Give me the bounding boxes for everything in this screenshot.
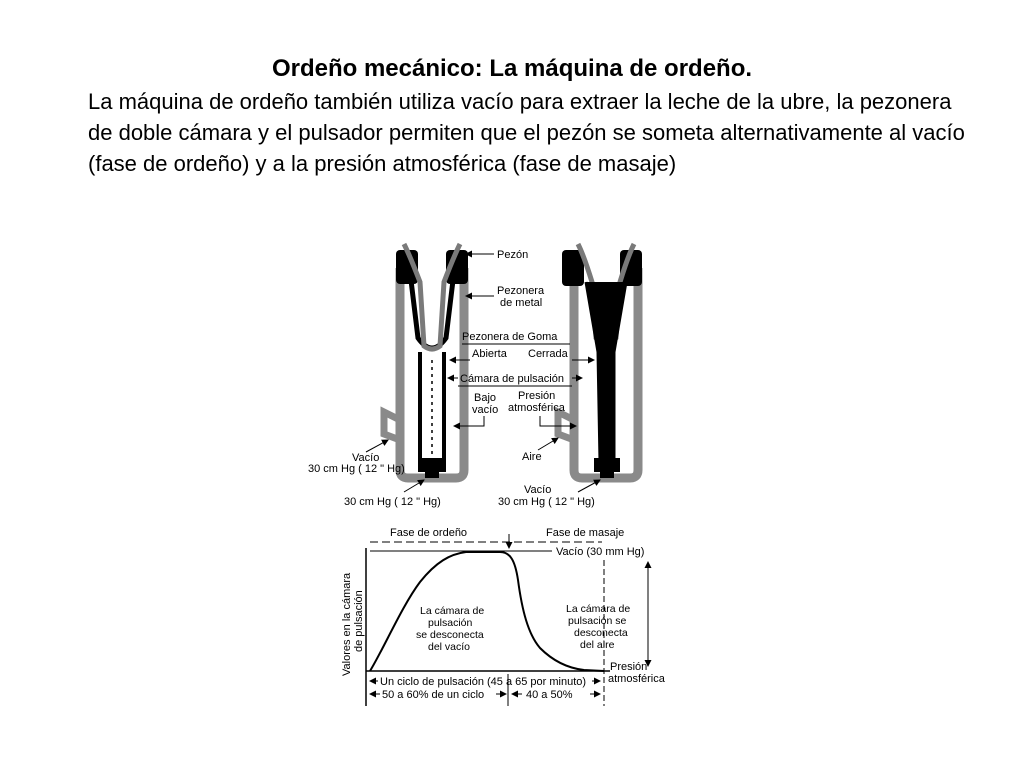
- graph-pct-left: 50 a 60% de un ciclo: [382, 689, 485, 701]
- label-pezonera-goma: Pezonera de Goma: [462, 331, 558, 343]
- label-presion: Presión: [518, 390, 556, 402]
- label-abierta: Abierta: [472, 348, 507, 360]
- graph-ciclo: Un ciclo de pulsación (45 a 65 por minuto): [380, 676, 587, 688]
- slide-body-text: La máquina de ordeño también utiliza vacío para extraer la leche de la ubre, la pezonera de doble cámara y el pulsador permiten que el pezón se someta alternativamente al vacío (fase de ordeño) y a la presión atmosférica (fase de masaje): [88, 89, 965, 176]
- graph-text-left-4: del vacío: [428, 641, 471, 653]
- graph-presion: Presión: [610, 661, 648, 673]
- graph-pct-right: 40 a 50%: [526, 689, 573, 701]
- right-liner-collapsed: [586, 282, 626, 462]
- graph-text-right-3: desconecta: [574, 627, 628, 639]
- graph-fase-masaje: Fase de masaje: [546, 527, 625, 539]
- graph-ylabel-2: de pulsación: [353, 590, 365, 652]
- graph-fase-ordeno: Fase de ordeño: [390, 527, 468, 539]
- label-pezonera-metal-2: de metal: [500, 297, 543, 309]
- label-bajo: Bajo: [474, 392, 497, 404]
- label-vacio: vacío: [472, 404, 499, 416]
- graph-vacio-30: Vacío (30 mm Hg): [556, 546, 645, 558]
- right-tube-foot: [594, 458, 620, 472]
- left-liner: [410, 272, 454, 348]
- label-pezon: Pezón: [497, 249, 529, 261]
- graph-ylabel-1: Valores en la cámara: [341, 572, 353, 676]
- label-pezonera-metal-1: Pezonera: [497, 285, 545, 297]
- graph-text-right-4: del aire: [580, 639, 615, 651]
- left-tube-foot: [418, 458, 446, 472]
- label-cerrada: Cerrada: [528, 348, 568, 360]
- graph-text-right-2: pulsación se: [568, 615, 627, 627]
- graph-text-right-1: La cámara de: [566, 603, 631, 615]
- label-camara-pulsacion: Cámara de pulsación: [460, 373, 564, 385]
- label-vacio-left: Vacío: [352, 452, 380, 464]
- graph-text-left-3: se desconecta: [416, 629, 484, 641]
- label-vacio-left-hg: 30 cm Hg ( 12 " Hg): [308, 463, 405, 475]
- graph-text-left-2: pulsación: [428, 617, 473, 629]
- slide-title: Ordeño mecánico: La máquina de ordeño.: [271, 55, 753, 82]
- pulsation-graph: [341, 527, 666, 706]
- graph-atmosferica: atmosférica: [608, 673, 665, 685]
- label-vacio-right: Vacío: [524, 484, 552, 496]
- graph-text-left-1: La cámara de: [420, 605, 485, 617]
- left-teat-cup: [384, 244, 468, 478]
- label-vacio-right-hg: 30 cm Hg ( 12 " Hg): [498, 496, 595, 508]
- label-aire: Aire: [522, 451, 542, 463]
- right-teat-cup: [558, 244, 642, 478]
- label-bottom-left-hg: 30 cm Hg ( 12 " Hg): [344, 496, 441, 508]
- label-atmosferica: atmosférica: [508, 402, 565, 414]
